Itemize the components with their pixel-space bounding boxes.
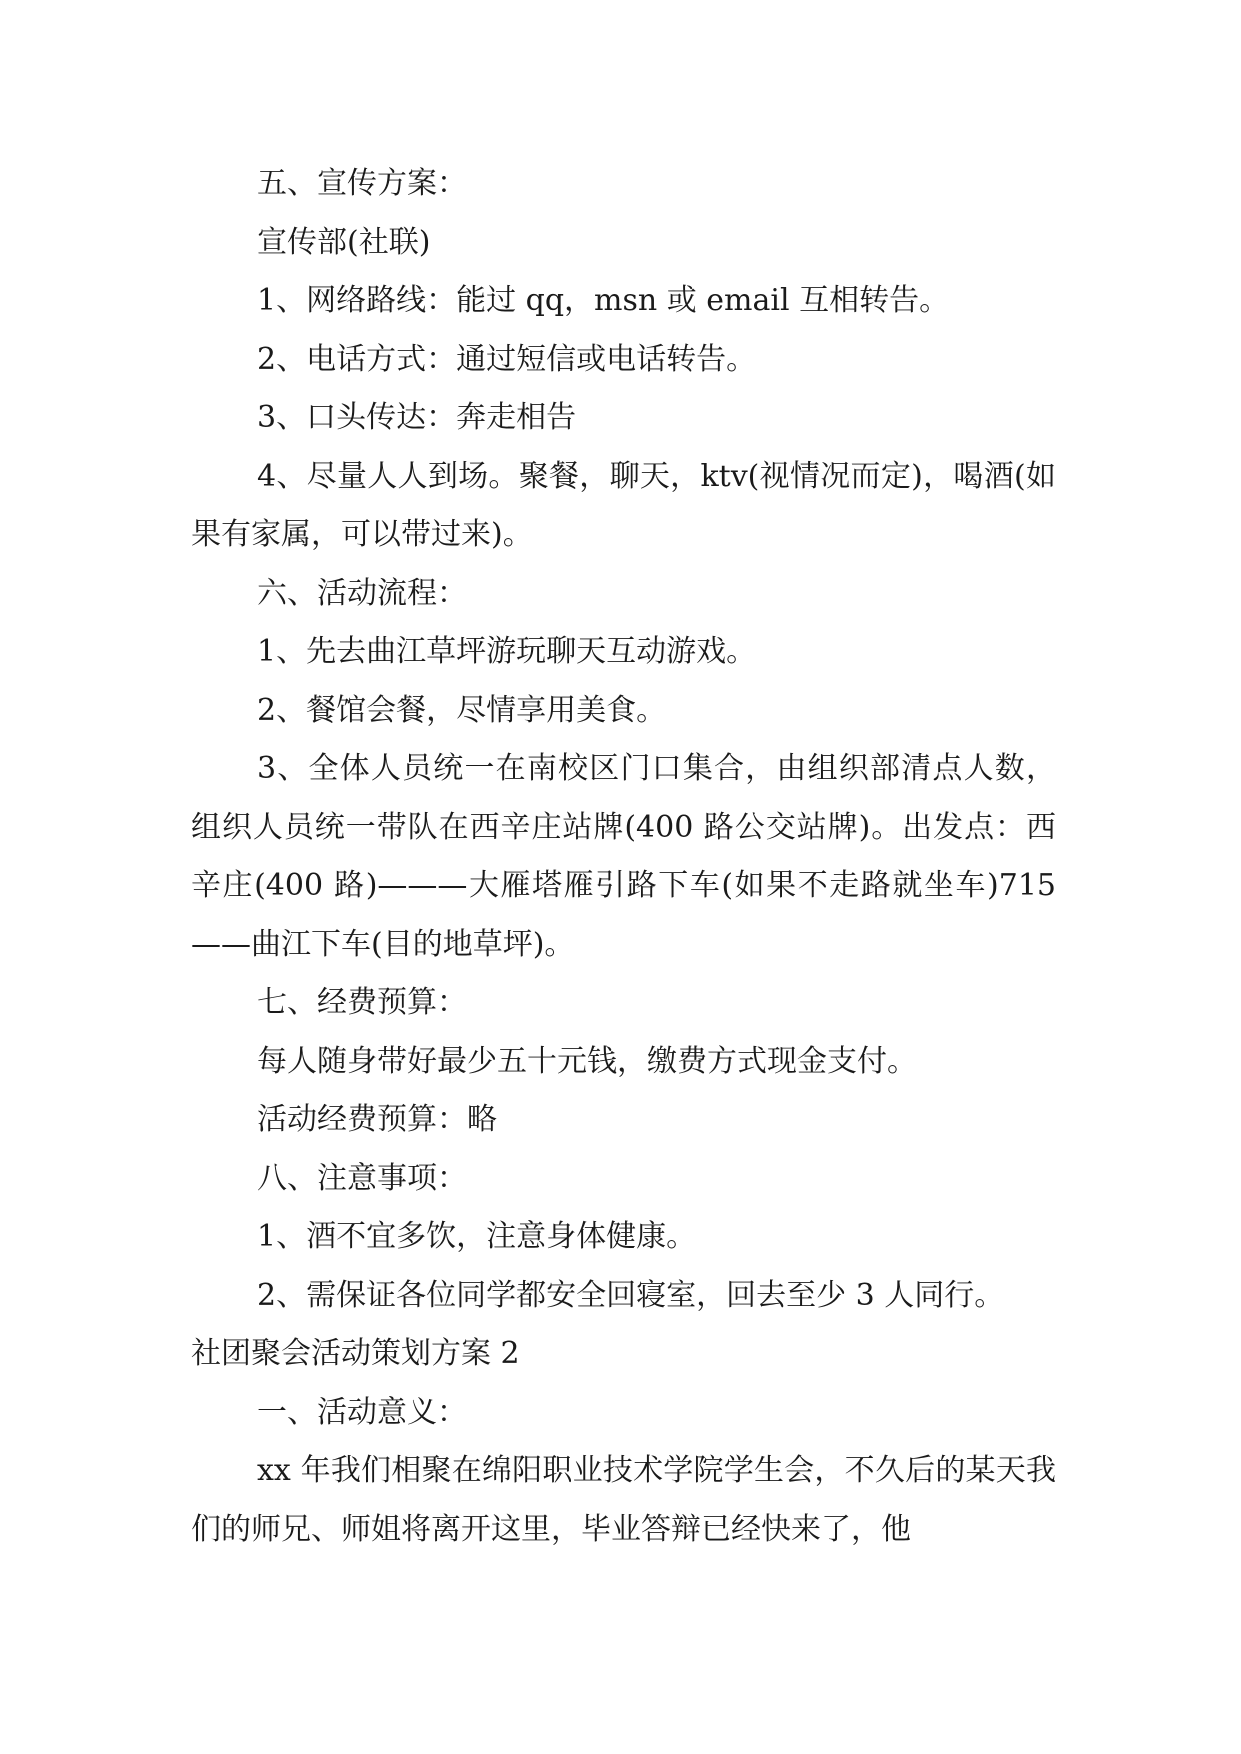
paragraph-publicity-department: 宣传部(社联)	[257, 224, 431, 260]
section-heading-publicity: 五、宣传方案：	[257, 166, 467, 201]
list-item-attendance: 4、尽量人人到场。聚餐，聊天，ktv(视情况而定)，喝酒(如果有家属，可以带过来)。	[191, 458, 1056, 552]
list-item-flow-2: 2、餐馆会餐，尽情享用美食。	[257, 692, 667, 728]
list-item-flow-1: 1、先去曲江草坪游玩聊天互动游戏。	[257, 634, 757, 669]
section-heading-activity-flow: 六、活动流程：	[257, 575, 467, 611]
list-item-flow-3: 3、全体人员统一在南校区门口集合，由组织部清点人数，组织人员统一带队在西辛庄站牌(400 路公交站牌)。出发点：西辛庄(400 路)———大雁塔雁引路下车(如果不走路就坐车)715——曲江下车(目的地草坪)。	[191, 751, 1056, 962]
list-item-note-1: 1、酒不宜多饮，注意身体健康。	[257, 1219, 697, 1254]
list-item-phone: 2、电话方式：通过短信或电话转告。	[257, 341, 757, 377]
list-item-note-2: 2、需保证各位同学都安全回寝室，回去至少 3 人同行。	[257, 1277, 1005, 1313]
document-body	[191, 155, 1056, 1559]
list-item-word-of-mouth: 3、口头传达：奔走相告	[257, 400, 577, 435]
plan-title: 社团聚会活动策划方案 2	[191, 1336, 520, 1371]
section-heading-budget: 七、经费预算：	[257, 985, 467, 1020]
paragraph-budget-cash: 每人随身带好最少五十元钱，缴费方式现金支付。	[257, 1043, 917, 1079]
paragraph-significance: xx 年我们相聚在绵阳职业技术学院学生会，不久后的某天我们的师兄、师姐将离开这里，毕业答辩已经快来了，他	[191, 1453, 1056, 1547]
list-item-network: 1、网络路线：能过 qq，msn 或 email 互相转告。	[257, 283, 950, 318]
section-heading-notes: 八、注意事项：	[257, 1160, 467, 1196]
section-heading-significance: 一、活动意义：	[257, 1394, 467, 1430]
paragraph-budget-summary: 活动经费预算：略	[257, 1102, 497, 1137]
